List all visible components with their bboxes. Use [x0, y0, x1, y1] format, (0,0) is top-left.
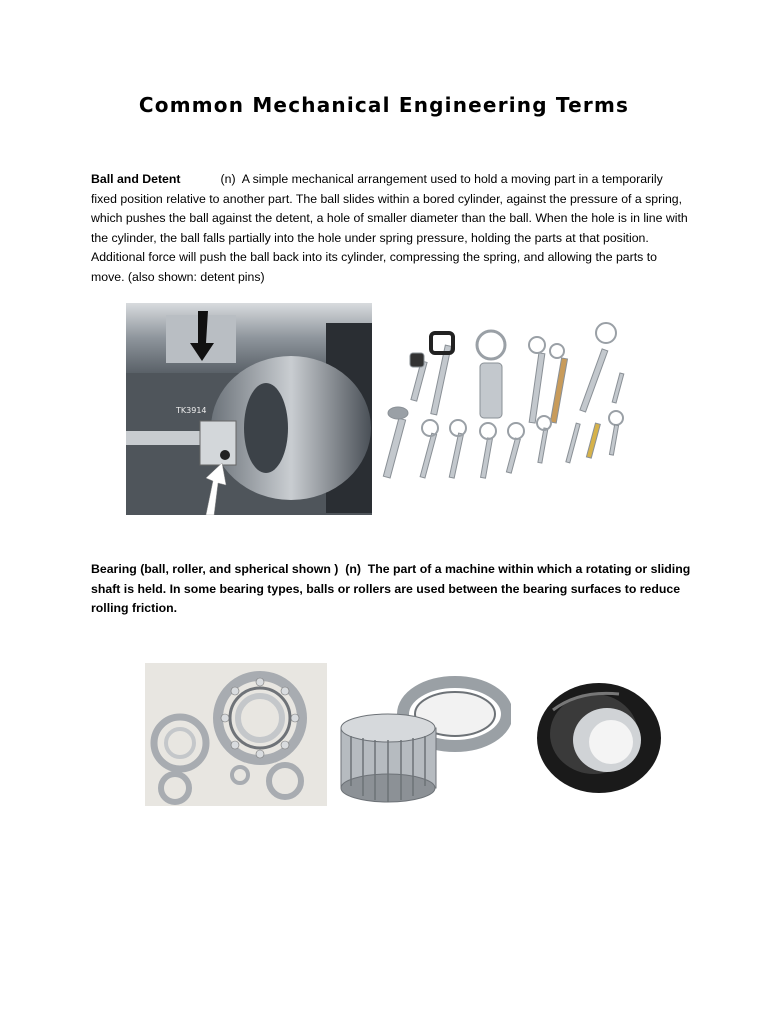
detent-pins-photo [376, 303, 640, 488]
roller-bearing-photo [335, 676, 511, 804]
part-of-speech: (n) [220, 172, 236, 186]
term-name: Ball and Detent [91, 172, 181, 186]
part-of-speech: (n) [345, 562, 361, 576]
term-definition: A simple mechanical arrangement used to hold a moving part in a temporarily fixed position relative to another part. The ball slides within a bored cylinder, against the pressure of a spring, which pushes the ball against the detent, a hole of smaller diameter than the ball. When the hole is in line with the cylinder, the ball falls partially into the hole under spring pressure, holding the parts at that position. Additional force will push the ball back into its cylinder, compressing the spring, and allowing the parts to move. (also shown: detent pins) [91, 172, 688, 284]
revolver-detent-photo [126, 303, 372, 515]
ball-bearings-photo [145, 663, 327, 806]
entry-ball-and-detent [91, 170, 691, 287]
serial-number-text: TK3914 [176, 406, 207, 415]
term-definition: The part of a machine within which a rotating or sliding shaft is held. In some bearing types, balls or rollers are used between the bearing surfaces to reduce rolling friction. [91, 562, 691, 615]
entry-bearing [91, 560, 691, 619]
spherical-bearing-photo [519, 670, 676, 805]
page-title: Common Mechanical Engineering Terms [138, 93, 630, 117]
term-name: Bearing (ball, roller, and spherical shown ) [91, 562, 339, 576]
